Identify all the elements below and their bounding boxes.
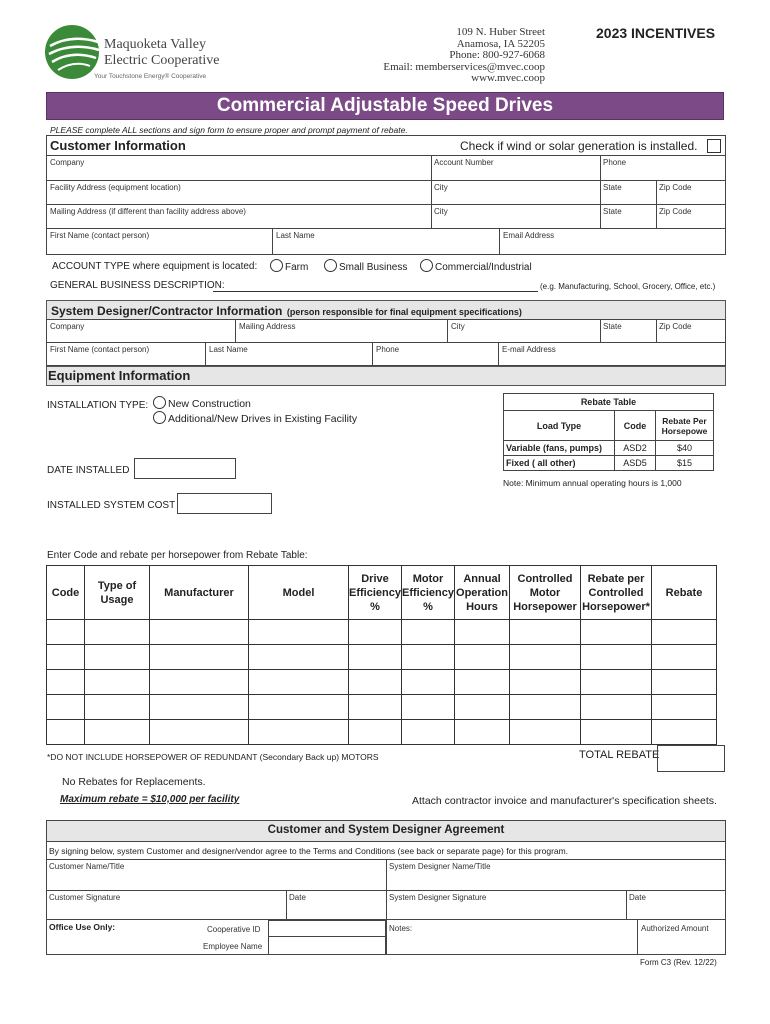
rebate-header: Load Type — [504, 411, 615, 441]
coop-id-field[interactable] — [268, 920, 386, 937]
company-field[interactable] — [46, 155, 432, 181]
designer-last-label: Last Name — [209, 345, 248, 354]
designer-city-field[interactable] — [447, 319, 601, 343]
business-desc-line[interactable] — [213, 291, 538, 292]
designer-mailing-label: Mailing Address — [239, 322, 296, 331]
email-label: Email Address — [503, 231, 555, 240]
instructions: PLEASE complete ALL sections and sign form to ensure proper and prompt payment of rebate. — [50, 125, 408, 135]
first-name-label: First Name (contact person) — [50, 231, 150, 240]
rebate-cell: $15 — [656, 456, 714, 471]
company-label: Company — [50, 158, 85, 167]
city-label: City — [434, 183, 448, 192]
address-line: Anamosa, IA 52205 — [456, 37, 545, 50]
designer-zip-label: Zip Code — [659, 322, 692, 331]
city-field[interactable] — [431, 180, 601, 205]
address-line: www.mvec.coop — [471, 72, 545, 84]
mailing-city-field[interactable] — [431, 204, 601, 229]
additional-label: Additional/New Drives in Existing Facility — [168, 413, 358, 425]
designer-title: System Designer/Contractor Information — [51, 304, 283, 318]
designer-email-label: E-mail Address — [502, 345, 556, 354]
new-construction-label: New Construction — [168, 398, 251, 410]
designer-phone-label: Phone — [376, 345, 400, 354]
commercial-label: Commercial/Industrial — [435, 262, 532, 273]
installation-type-label: INSTALLATION TYPE: — [47, 400, 149, 411]
rebate-cell: ASD5 — [615, 456, 656, 471]
form-title: Commercial Adjustable Speed Drives — [216, 95, 554, 116]
form-code: Form C3 (Rev. 12/22) — [640, 958, 717, 967]
install-additional[interactable] — [153, 411, 357, 425]
system-cost-field[interactable] — [177, 493, 272, 514]
agreement-text: By signing below, system Customer and designer/vendor agree to the Terms and Conditions (see back or separate page) for this program. — [49, 846, 569, 856]
date-installed-field[interactable] — [134, 458, 236, 479]
wind-solar-checkbox[interactable] — [707, 139, 721, 153]
business-desc-hint: (e.g. Manufacturing, School, Grocery, Office, etc.) — [540, 282, 716, 291]
zip-label: Zip Code — [659, 183, 692, 192]
rebate-header: Code — [615, 411, 656, 441]
year-title: 2023 INCENTIVES — [596, 25, 716, 41]
authorized-amount-label: Authorized Amount — [641, 924, 709, 933]
install-new-construction[interactable] — [153, 396, 251, 410]
farm-label: Farm — [285, 262, 309, 273]
column-header: Drive Efficiency % — [349, 566, 402, 620]
column-header: Annual Operation Hours — [455, 566, 510, 620]
designer-company-label: Company — [50, 322, 85, 331]
rebate-cell: $40 — [656, 441, 714, 456]
designer-subtitle: (person responsible for final equipment specifications) — [286, 307, 522, 317]
column-header: Model — [249, 566, 349, 620]
column-header: Rebate — [652, 566, 717, 620]
radio-icon — [270, 259, 283, 272]
designer-signature-label: System Designer Signature — [389, 893, 487, 902]
account-type-label: ACCOUNT TYPE where equipment is located: — [52, 261, 258, 272]
address-line: Phone: 800-927-6068 — [449, 49, 545, 61]
table-row[interactable] — [47, 670, 717, 695]
mailing-zip-label: Zip Code — [659, 207, 692, 216]
enter-code-label: Enter Code and rebate per horsepower from Rebate Table: — [47, 550, 308, 561]
customer-date-label: Date — [289, 893, 306, 902]
rebate-header: Rebate Per Horsepowe — [656, 411, 714, 441]
table-row[interactable] — [47, 695, 717, 720]
no-rebates-note: No Rebates for Replacements. — [62, 776, 206, 788]
rebate-cell: Variable (fans, pumps) — [504, 441, 615, 456]
business-desc-label: GENERAL BUSINESS DESCRIPTION: — [50, 280, 225, 291]
mailing-state-label: State — [603, 207, 622, 216]
designer-name-label: System Designer Name/Title — [389, 862, 491, 871]
date-installed-label: DATE INSTALLED — [47, 465, 130, 476]
employee-name-label: Employee Name — [203, 942, 263, 951]
org-name-line1: Maquoketa Valley — [104, 37, 206, 52]
rebate-note: Note: Minimum annual operating hours is 1,000 — [503, 478, 682, 488]
total-rebate-label: TOTAL REBATE — [579, 749, 660, 761]
notes-field[interactable] — [386, 919, 638, 955]
tagline: Your Touchstone Energy® Cooperative — [94, 73, 207, 80]
account-type-commercial[interactable] — [420, 259, 532, 273]
radio-icon — [420, 259, 433, 272]
usage-table — [46, 565, 717, 745]
customer-title: Customer Information — [50, 138, 186, 153]
address-line: Email: memberservices@mvec.coop — [383, 60, 545, 73]
radio-icon — [153, 411, 166, 424]
designer-first-label: First Name (contact person) — [50, 345, 150, 354]
state-label: State — [603, 183, 622, 192]
designer-city-label: City — [451, 322, 465, 331]
column-header: Motor Efficiency % — [402, 566, 455, 620]
equipment-title: Equipment Information — [48, 368, 191, 383]
rebate-table-title: Rebate Table — [504, 394, 714, 411]
radio-icon — [324, 259, 337, 272]
designer-date-label: Date — [629, 893, 646, 902]
table-row[interactable] — [47, 620, 717, 645]
column-header: Code — [47, 566, 85, 620]
agreement-title: Customer and System Designer Agreement — [267, 824, 505, 836]
column-header: Controlled Motor Horsepower — [510, 566, 581, 620]
facility-address-label: Facility Address (equipment location) — [50, 183, 181, 192]
org-name — [104, 37, 219, 69]
small-business-label: Small Business — [339, 262, 408, 273]
rebate-table — [503, 393, 714, 471]
designer-title-row — [51, 302, 522, 320]
system-cost-label: INSTALLED SYSTEM COST — [47, 500, 176, 511]
table-row[interactable] — [47, 720, 717, 745]
office-use-label: Office Use Only: — [49, 922, 116, 932]
logo — [44, 24, 104, 80]
customer-name-label: Customer Name/Title — [49, 862, 125, 871]
rebate-cell: Fixed ( all other) — [504, 456, 615, 471]
rebate-cell: ASD2 — [615, 441, 656, 456]
address-block — [380, 27, 545, 85]
address-line: 109 N. Huber Street — [456, 26, 545, 38]
notes-label: Notes: — [389, 924, 413, 933]
org-name-line2: Electric Cooperative — [104, 53, 220, 68]
column-header: Manufacturer — [150, 566, 249, 620]
footnote: *DO NOT INCLUDE HORSEPOWER OF REDUNDANT (Secondary Back up) MOTORS — [47, 752, 379, 762]
account-type-farm[interactable] — [270, 259, 308, 273]
designer-state-label: State — [603, 322, 622, 331]
attach-note: Attach contractor invoice and manufacturer's specification sheets. — [412, 795, 717, 807]
account-number-label: Account Number — [434, 158, 494, 167]
coop-id-label: Cooperative ID — [207, 925, 261, 934]
column-header: Rebate per Controlled Horsepower* — [581, 566, 652, 620]
account-type-small-business[interactable] — [324, 259, 407, 273]
max-rebate-note: Maximum rebate = $10,000 per facility — [60, 794, 240, 805]
wind-solar-label: Check if wind or solar generation is installed. — [460, 139, 698, 153]
last-name-label: Last Name — [276, 231, 315, 240]
table-row[interactable] — [47, 645, 717, 670]
mailing-city-label: City — [434, 207, 448, 216]
phone-label: Phone — [603, 158, 627, 167]
mailing-address-label: Mailing Address (if different than facility address above) — [50, 207, 246, 216]
employee-name-field[interactable] — [268, 936, 386, 955]
column-header: Type of Usage — [85, 566, 150, 620]
total-rebate-field[interactable] — [657, 745, 725, 772]
radio-icon — [153, 396, 166, 409]
customer-signature-label: Customer Signature — [49, 893, 121, 902]
